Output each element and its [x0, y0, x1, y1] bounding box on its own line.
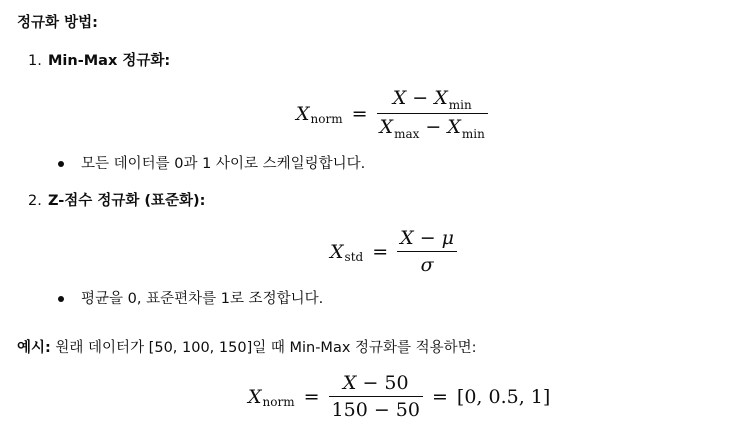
fraction-bar: [377, 113, 488, 114]
formula-minmax: [296, 86, 488, 141]
example-label: 예시:: [17, 340, 51, 356]
formula-lhs-var: X: [248, 385, 262, 408]
formula-denominator: $X_{max} - X_{min}$: [379, 116, 485, 141]
formula-lhs-sub: norm: [310, 111, 343, 126]
formula-lhs-sub: norm: [262, 394, 295, 409]
bullet-text-minmax: 모든 데이터를 0과 1 사이로 스케일링합니다.: [81, 156, 366, 172]
formula-lhs-var: X: [296, 102, 310, 125]
formula-result: [0, 0.5, 1]: [456, 385, 551, 408]
formula-denominator: 150 − 50: [331, 399, 420, 421]
formula-equals: =: [372, 240, 389, 263]
formula-fraction: [377, 86, 488, 141]
list-number-2: 2.: [28, 193, 42, 209]
formula-fraction: [329, 371, 423, 422]
formula-equals: =: [303, 385, 320, 408]
fraction-bar: [397, 251, 457, 252]
formula-numerator: X − μ: [400, 227, 455, 249]
list-number-1: 1.: [28, 53, 42, 69]
formula-numerator: $X - X_{min}$: [392, 87, 472, 112]
fraction-bar: [329, 396, 423, 397]
item-title-minmax: Min-Max 정규화:: [48, 53, 171, 69]
formula-lhs-sub: std: [344, 249, 364, 264]
formula-equals: =: [351, 102, 368, 125]
section-heading: 정규화 방법:: [17, 15, 98, 31]
formula-example: [248, 371, 550, 422]
bullet-dot: [58, 296, 64, 302]
formula-denominator: σ: [420, 254, 434, 276]
bullet-dot: [58, 161, 64, 167]
bullet-text-zscore: 평균을 0, 표준편차를 1로 조정합니다.: [81, 291, 324, 307]
formula-zscore: [330, 226, 457, 277]
example-line: [17, 339, 477, 357]
formula-numerator: X − 50: [342, 372, 409, 394]
formula-equals-2: =: [431, 385, 448, 408]
item-title-zscore: Z-점수 정규화 (표준화):: [48, 193, 206, 209]
example-text: 원래 데이터가 [50, 100, 150]일 때 Min-Max 정규화를 적용하면:: [55, 340, 477, 356]
formula-lhs-var: X: [330, 240, 344, 263]
formula-fraction: [397, 226, 457, 277]
